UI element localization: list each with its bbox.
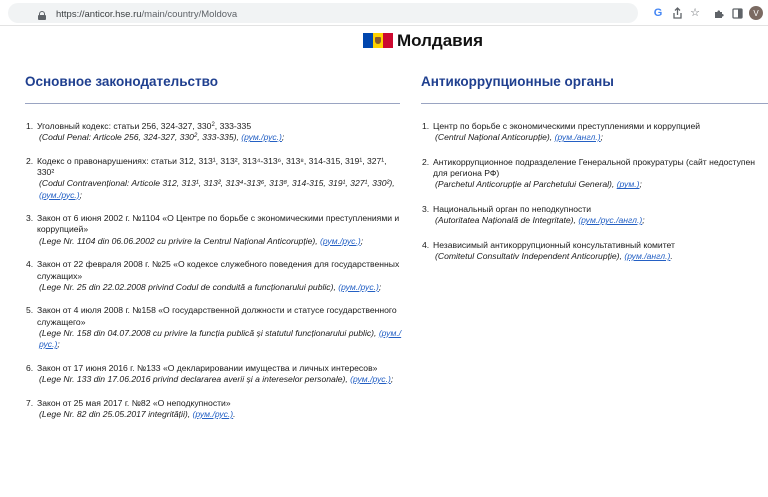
list-item: 2. Антикоррупционное подразделение Генеральной прокуратуры (сайт недоступен для региона РФ) (Parchetul Anticorupție al Parchetului General), (рум.); xyxy=(422,156,756,190)
list-item: 7. Закон от 25 мая 2017 г. №82 «О неподкупности» (Lege Nr. 82 din 25.05.2017 integrității), (рум./рус.). xyxy=(26,397,236,419)
list-item: 2. Кодекс о правонарушениях: статьи 312, 313¹, 313², 313⁴-313⁶, 313⁸, 314-315, 319¹, 327¹, 330² (Codul Contravențional: Articole 312, 313¹, 313², 313⁴-313⁶, 313⁸, 314-315, 319¹, 327¹, 330²), (рум./рус.); xyxy=(26,155,395,200)
agencies-heading: Антикоррупционные органы xyxy=(421,74,614,89)
extensions-icon[interactable] xyxy=(711,5,727,21)
page-title: Молдавия xyxy=(397,31,483,50)
bookmark-star-icon[interactable]: ☆ xyxy=(690,6,700,19)
list-item: 4. Закон от 22 февраля 2008 г. №25 «О кодексе служебного поведения для государственных служащих» (Lege Nr. 25 din 22.02.2008 privind Codul de conduită a funcționarului public), (рум./рус.); xyxy=(26,259,400,292)
list-item: 5. Закон от 4 июля 2008 г. №158 «О государственной должности и статусе государственного служащего» (Lege Nr. 158 din 04.07.2008 cu privire la funcția publică și statutul funcționarului public), (рум./рус.); xyxy=(26,305,402,350)
list-item: 1. Центр по борьбе с экономическими преступлениями и коррупцией (Centrul Național Anticorupție), (рум./англ.); xyxy=(422,121,701,143)
share-icon[interactable] xyxy=(669,5,685,21)
list-item: 6. Закон от 17 июня 2016 г. №133 «О декларировании имущества и личных интересов» (Lege Nr. 133 din 17.06.2016 privind declararea averii și a intereselor personale), (рум./рус.); xyxy=(26,362,394,384)
source-link[interactable]: (рум./рус.) xyxy=(241,132,282,143)
legislation-list xyxy=(26,121,406,433)
google-lens-icon[interactable]: G xyxy=(653,6,663,19)
browser-toolbar xyxy=(0,0,768,26)
source-link[interactable]: (рум./англ.) xyxy=(554,132,601,143)
profile-avatar[interactable]: V xyxy=(749,6,763,20)
source-link[interactable]: (рум./рус.) xyxy=(39,189,80,200)
source-link[interactable]: (рум./рус.) xyxy=(320,235,361,246)
source-link[interactable]: (рум.) xyxy=(616,179,640,190)
url-text[interactable]: https://anticor.hse.ru/main/country/Moldova xyxy=(56,9,238,20)
legislation-heading: Основное законодательство xyxy=(25,74,219,89)
agencies-list xyxy=(422,121,768,276)
lock-icon[interactable] xyxy=(38,11,46,20)
address-bar[interactable] xyxy=(8,3,638,23)
moldova-flag-icon xyxy=(363,33,393,48)
list-item: 3. Закон от 6 июня 2002 г. №1104 «О Центре по борьбе с экономическими преступлениями и коррупцией» (Lege Nr. 1104 din 06.06.2002 cu privire la Centrul Național Anticorupție), (рум./рус.); xyxy=(26,213,400,246)
source-link[interactable]: (рум./рус.) xyxy=(350,373,391,384)
source-link[interactable]: (рум./рус.) xyxy=(192,408,234,419)
source-link[interactable]: (рум./рус./англ.) xyxy=(578,215,643,226)
list-item: 3. Национальный орган по неподкупности (Autoritatea Națională de Integritate), (рум./рус./англ.); xyxy=(422,204,645,226)
list-item: 4. Независимый антикоррупционный консультативный комитет (Comitetul Consultativ Independent Anticorupție), (рум./англ.). xyxy=(422,239,675,262)
divider xyxy=(421,103,768,104)
source-link[interactable]: (рум./рус.) xyxy=(39,327,402,350)
divider xyxy=(25,103,400,104)
source-link[interactable]: (рум./рус.) xyxy=(338,281,379,292)
source-link[interactable]: (рум./англ.) xyxy=(624,251,671,262)
list-item: 1. Уголовный кодекс: статьи 256, 324-327, $330^2$, 333-335 (Codul Penal: Articole 256, 324-327, $330^2$, 333-335), (рум./рус.); xyxy=(26,121,285,143)
side-panel-icon[interactable] xyxy=(729,5,745,21)
